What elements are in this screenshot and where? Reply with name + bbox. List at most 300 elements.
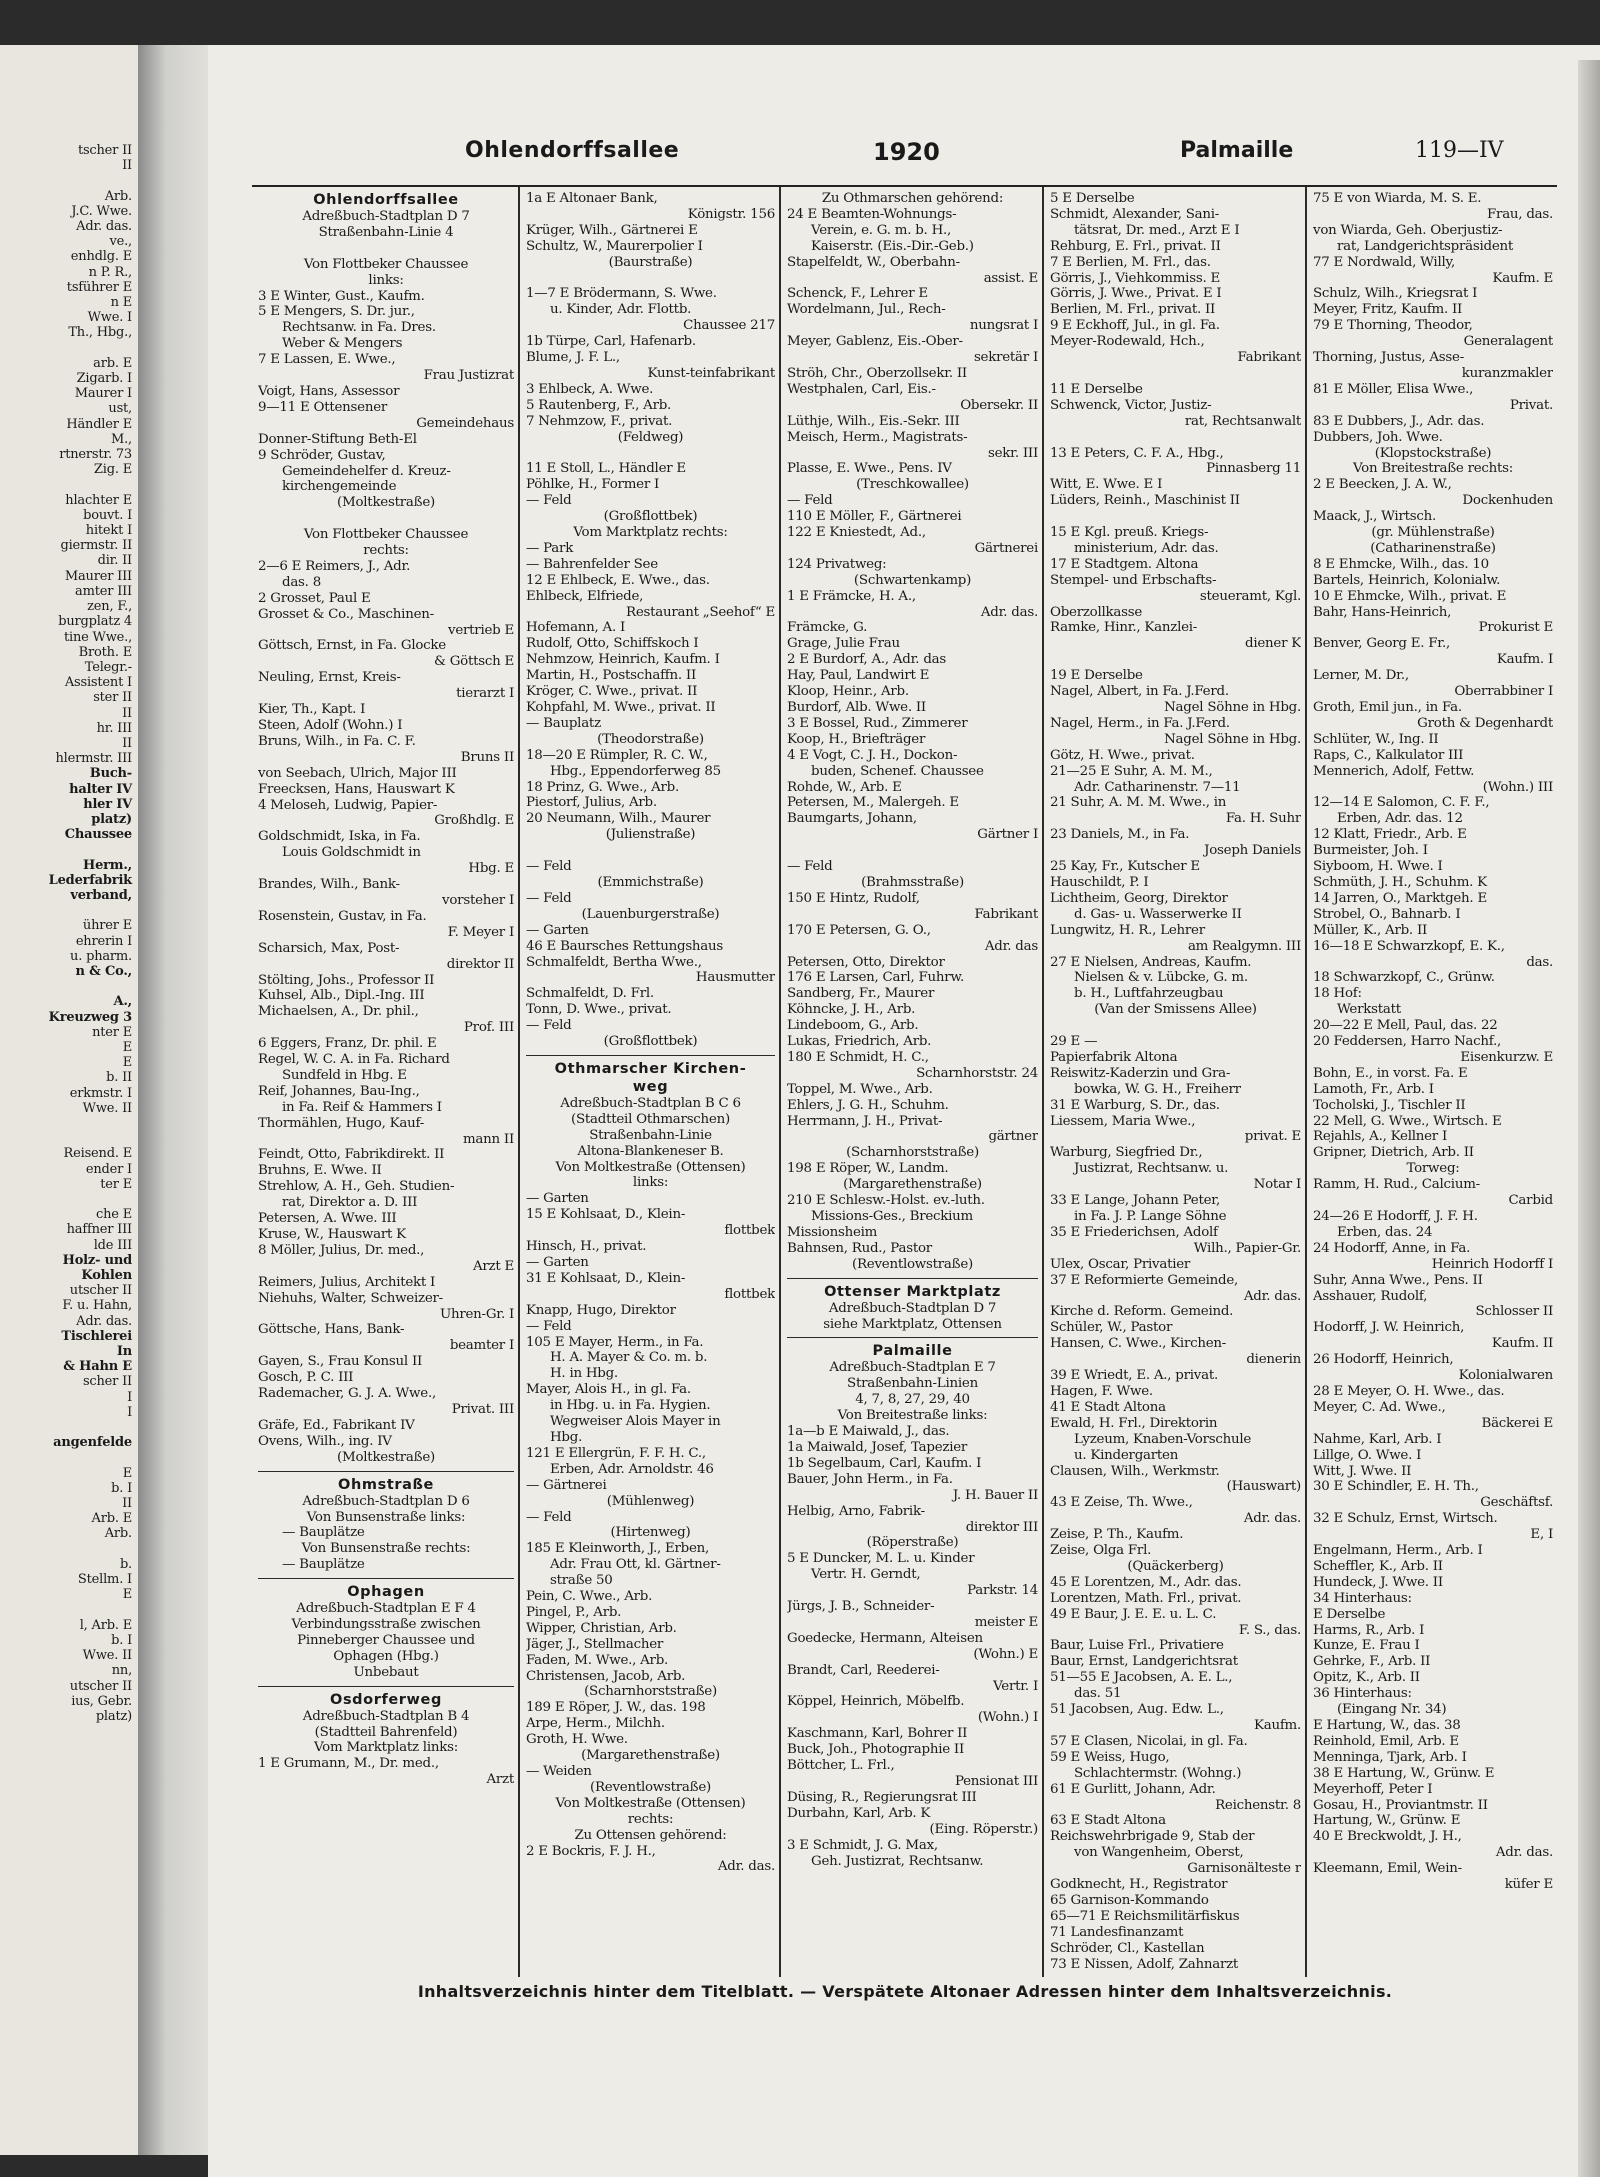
directory-entry: (Wohn.) I: [977, 1710, 1038, 1726]
directory-entry: Feindt, Otto, Fabrikdirekt. II: [258, 1147, 445, 1163]
directory-entry: 18—20 E Rümpler, R. C. W.,: [526, 747, 708, 763]
directory-entry: 8 E Ehmcke, Wilh., das. 10: [1313, 556, 1489, 572]
directory-entry: [258, 241, 514, 257]
directory-entry: Adreßbuch-Stadtplan E 7: [829, 1360, 996, 1376]
directory-entry: Rademacher, G. J. A. Wwe.,: [258, 1386, 436, 1402]
section-divider: [258, 1578, 514, 1579]
directory-entry: Dubbers, Joh. Wwe.: [1313, 429, 1443, 445]
left-page-line: In: [116, 1344, 132, 1360]
directory-entry: 9 E Eckhoff, Jul., in gl. Fa.: [1050, 318, 1220, 334]
directory-entry: (Stadtteil Othmarschen): [571, 1111, 730, 1127]
directory-entry: flottbek: [724, 1223, 775, 1239]
directory-entry: rechts:: [627, 1811, 674, 1827]
directory-entry: Lillge, O. Wwe. I: [1313, 1447, 1422, 1463]
directory-entry: 23 Daniels, M., in Fa.: [1050, 827, 1190, 843]
directory-entry: (Brahmsstraße): [861, 874, 964, 890]
directory-entry: in Hbg. u. in Fa. Hygien.: [550, 1398, 711, 1414]
directory-entry: Adreßbuch-Stadtplan D 7: [828, 1300, 997, 1316]
left-page-line: II: [122, 705, 132, 721]
directory-entry: Gärtnerei: [974, 540, 1038, 556]
directory-entry: Christensen, Jacob, Arb.: [526, 1668, 686, 1684]
directory-entry: Schlosser II: [1475, 1304, 1553, 1320]
directory-entry: 25 Kay, Fr., Kutscher E: [1050, 859, 1200, 875]
directory-entry: Kunst-teinfabrikant: [647, 365, 775, 381]
directory-entry: Frau, das.: [1487, 206, 1553, 222]
left-page-line: platz): [95, 1708, 132, 1724]
directory-entry: Adr. das: [984, 938, 1038, 954]
directory-entry: Chaussee 217: [683, 318, 775, 334]
directory-entry: (Hirtenweg): [610, 1525, 691, 1541]
directory-entry: Werkstatt: [1337, 1002, 1401, 1018]
directory-entry: 20—22 E Mell, Paul, das. 22: [1313, 1018, 1498, 1034]
directory-entry: Freecksen, Hans, Hauswart K: [258, 781, 455, 797]
directory-entry: Gärtner I: [977, 827, 1038, 843]
directory-entry: 28 E Meyer, O. H. Wwe., das.: [1313, 1383, 1505, 1399]
directory-entry: direktor III: [965, 1519, 1038, 1535]
directory-entry: (Van der Smissens Allee): [1094, 1002, 1257, 1018]
directory-entry: Grosset & Co., Maschinen-: [258, 606, 434, 622]
page-number: 119—IV: [1415, 138, 1504, 163]
directory-entry: 2 E Beecken, J. A. W.,: [1313, 477, 1452, 493]
directory-entry: 5 Rautenberg, F., Arb.: [526, 397, 672, 413]
directory-entry: Neuling, Ernst, Kreis-: [258, 670, 401, 686]
directory-entry: Menninga, Tjark, Arb. I: [1313, 1749, 1467, 1765]
directory-entry: Clausen, Wilh., Werkmstr.: [1050, 1463, 1220, 1479]
left-page-line: bouvt. I: [83, 507, 132, 523]
directory-entry: Kloop, Heinr., Arb.: [787, 684, 909, 700]
directory-entry: Zeise, Olga Frl.: [1050, 1543, 1152, 1559]
directory-entry: 24—26 E Hodorff, J. F. H.: [1313, 1209, 1478, 1224]
directory-entry: Adr. Catharinenstr. 7—11: [1074, 779, 1241, 795]
directory-entry: 46 E Baursches Rettungshaus: [526, 938, 724, 954]
directory-entry: 15 E Kgl. preuß. Kriegs-: [1050, 525, 1209, 541]
directory-entry: Bruhns, E. Wwe. II: [258, 1163, 382, 1179]
directory-entry: Buck, Joh., Photographie II: [787, 1742, 964, 1758]
left-page-line: Tischlerei: [61, 1328, 132, 1344]
directory-entry: Altona-Blankeneser B.: [577, 1143, 724, 1159]
left-page-line: ehrerin I: [75, 933, 132, 949]
directory-entry: Meyer-Rodewald, Hch.,: [1050, 334, 1205, 350]
left-page-line: Broth. E: [78, 644, 132, 660]
directory-entry: Papierfabrik Altona: [1050, 1049, 1178, 1065]
left-page-line: Assistent I: [64, 675, 132, 691]
left-page-line: dir. II: [97, 553, 132, 569]
left-page-line: utscher II: [69, 1678, 132, 1694]
directory-entry: 11 E Derselbe: [1050, 381, 1143, 397]
directory-entry: (Quäckerberg): [1127, 1558, 1224, 1574]
directory-entry: 11 E Stoll, L., Händler E: [526, 461, 686, 477]
directory-entry: Burmeister, Joh. I: [1313, 843, 1428, 859]
directory-entry: Witt, J. Wwe. II: [1313, 1463, 1412, 1479]
directory-entry: Sandberg, Fr., Maurer: [787, 986, 935, 1002]
directory-entry: 21 Suhr, A. M. M. Wwe., in: [1050, 795, 1227, 811]
directory-entry: 122 E Kniestedt, Ad.,: [787, 525, 926, 541]
directory-entry: (Emmichstraße): [597, 874, 704, 890]
directory-entry: 31 E Warburg, S. Dr., das.: [1050, 1097, 1220, 1113]
directory-entry: Köppel, Heinrich, Möbelfb.: [787, 1694, 965, 1710]
directory-entry: Königstr. 156: [687, 206, 775, 222]
directory-entry: Schmalfeldt, Bertha Wwe.,: [526, 954, 702, 970]
directory-entry: Kuhsel, Alb., Dipl.-Ing. III: [258, 988, 425, 1004]
directory-entry: dienerin: [1246, 1352, 1301, 1368]
directory-entry: Oberzollkasse: [1050, 604, 1143, 620]
directory-entry: Benver, Georg E. Fr.,: [1313, 636, 1451, 652]
directory-entry: Torweg:: [1406, 1161, 1460, 1177]
directory-entry: 20 Neumann, Wilh., Maurer: [526, 811, 711, 827]
left-page-line: haffner III: [66, 1222, 132, 1238]
directory-columns: [252, 185, 1557, 1977]
directory-entry: (Hauswart): [1226, 1479, 1301, 1495]
directory-entry: (Margarethenstraße): [843, 1177, 982, 1193]
left-page-line: tine Wwe.,: [63, 629, 132, 645]
directory-entry: Reiswitz-Kaderzin und Gra-: [1050, 1065, 1231, 1081]
directory-entry: Müller, K., Arb. II: [1313, 922, 1428, 938]
directory-entry: Stölting, Johs., Professor II: [258, 972, 435, 988]
directory-entry: 31 E Kohlsaat, D., Klein-: [526, 1270, 686, 1286]
left-page-line: erkmstr. I: [69, 1085, 132, 1101]
directory-entry: Hofemann, A. I: [526, 620, 626, 636]
directory-entry: Kolonialwaren: [1458, 1368, 1553, 1384]
directory-entry: Ophagen (Hbg.): [333, 1648, 439, 1664]
directory-entry: 1a—b E Maiwald, J., das.: [787, 1424, 950, 1440]
directory-entry: Reichenstr. 8: [1215, 1797, 1301, 1813]
directory-entry: Hausmutter: [695, 970, 775, 986]
directory-entry: Erben, Adr. das. 12: [1337, 811, 1463, 827]
directory-entry: Regel, W. C. A. in Fa. Richard: [258, 1052, 450, 1068]
directory-entry: Von Flottbeker Chaussee: [303, 256, 469, 272]
directory-entry: Reichswehrbrigade 9, Stab der: [1050, 1829, 1255, 1845]
directory-entry: Gayen, S., Frau Konsul II: [258, 1354, 423, 1370]
directory-entry: 40 E Breckwoldt, J. H.,: [1313, 1829, 1462, 1845]
directory-entry: Schmalfeldt, D. Frl.: [526, 986, 654, 1002]
directory-entry: Bruns, Wilh., in Fa. C. F.: [258, 733, 416, 749]
directory-entry: 8 Möller, Julius, Dr. med.,: [258, 1242, 425, 1258]
directory-entry: Geh. Justizrat, Rechtsanw.: [811, 1853, 984, 1869]
left-page-line: arb. E: [93, 355, 132, 371]
directory-entry: Schultz, W., Maurerpolier I: [526, 238, 703, 254]
directory-entry: Helbig, Arno, Fabrik-: [787, 1503, 925, 1519]
left-page-line: Maurer I: [74, 386, 132, 402]
left-page-line: halter IV: [69, 781, 132, 797]
street-heading: Othmarscher Kirchen-: [554, 1060, 747, 1077]
directory-entry: Bruns II: [460, 749, 514, 765]
directory-entry: b. H., Luftfahrzeugbau: [1074, 986, 1224, 1002]
directory-entry: [1050, 366, 1301, 382]
directory-entry: 37 E Reformierte Gemeinde,: [1050, 1272, 1239, 1288]
directory-entry: Siyboom, H. Wwe. I: [1313, 859, 1443, 875]
directory-entry: 7 E Berlien, M. Frl., das.: [1050, 254, 1211, 270]
directory-entry: Jäger, J., Stellmacher: [526, 1636, 664, 1652]
directory-entry: Grage, Julie Frau: [787, 636, 900, 652]
left-page-line: I: [127, 1389, 132, 1405]
directory-entry: Jürgs, J. B., Schneider-: [787, 1599, 935, 1615]
left-page-line: zen, F.,: [87, 599, 132, 615]
directory-entry: [1050, 509, 1301, 525]
directory-entry: 12 Klatt, Friedr., Arb. E: [1313, 827, 1467, 843]
directory-entry: Meyer, Gablenz, Eis.-Ober-: [787, 334, 963, 350]
directory-entry: [526, 843, 775, 859]
header-right-street: Palmaille: [1180, 138, 1294, 163]
directory-entry: [258, 511, 514, 527]
directory-entry: (Reventlowstraße): [851, 1256, 973, 1272]
directory-entry: 34 Hinterhaus:: [1313, 1590, 1412, 1606]
directory-entry: Göttsche, Hans, Bank-: [258, 1322, 405, 1338]
directory-entry: Von Flottbeker Chaussee: [303, 527, 469, 543]
left-page-line: burgplatz 4: [58, 614, 132, 630]
directory-entry: (Großflottbek): [603, 509, 698, 525]
directory-entry: Zu Ottensen gehörend:: [574, 1827, 727, 1843]
directory-entry: 3 Ehlbeck, A. Wwe.: [526, 381, 654, 397]
left-page-line: & Hahn E: [63, 1359, 132, 1375]
left-page-line: Kohlen: [81, 1268, 132, 1284]
directory-entry: Zeise, P. Th., Kaufm.: [1050, 1527, 1184, 1543]
directory-entry: 77 E Nordwald, Willy,: [1313, 254, 1456, 270]
left-page-line: [0, 341, 138, 356]
directory-entry: Von Moltkestraße (Ottensen): [555, 1159, 746, 1175]
directory-entry: 105 E Mayer, Herm., in Fa.: [526, 1334, 704, 1350]
directory-entry: Uhren-Gr. I: [439, 1306, 514, 1322]
directory-entry: Kohpfahl, M. Wwe., privat. II: [526, 700, 716, 715]
directory-entry: 18 Schwarzkopf, C., Grünw.: [1313, 970, 1495, 986]
directory-entry: Hbg., Eppendorferweg 85: [550, 763, 721, 779]
directory-entry: Kleemann, Emil, Wein-: [1313, 1861, 1462, 1877]
directory-entry: 26 Hodorff, Heinrich,: [1313, 1352, 1454, 1368]
directory-entry: vertrieb E: [448, 622, 514, 638]
directory-entry: Bohn, E., in vorst. Fa. E: [1313, 1065, 1468, 1081]
directory-entry: 29 E —: [1050, 1034, 1098, 1050]
directory-entry: 43 E Zeise, Th. Wwe.,: [1050, 1495, 1193, 1511]
directory-entry: 124 Privatweg:: [787, 556, 887, 572]
left-page-line: [0, 1603, 138, 1618]
directory-entry: Adreßbuch-Stadtplan B C 6: [560, 1095, 741, 1111]
directory-entry: 51 Jacobsen, Aug. Edw. L.,: [1050, 1702, 1224, 1718]
directory-entry: Hauschildt, P. I: [1050, 874, 1149, 890]
directory-entry: Nagel Söhne in Hbg.: [1164, 700, 1301, 715]
directory-entry: Fabrikant: [1237, 350, 1301, 366]
street-heading: weg: [632, 1078, 669, 1095]
left-page-line: b. I: [111, 1632, 132, 1648]
left-page-line: Chaussee: [64, 827, 132, 843]
directory-entry: vorsteher I: [442, 892, 514, 908]
directory-entry: 2 E Burdorf, A., Adr. das: [787, 652, 947, 668]
directory-entry: Fabrikant: [974, 906, 1038, 922]
left-page-line: II: [122, 158, 132, 174]
directory-entry: (Scharnhorststraße): [584, 1684, 717, 1700]
directory-entry: links:: [632, 1175, 669, 1191]
directory-entry: Groth, Emil jun., in Fa.: [1313, 700, 1462, 715]
directory-entry: 19 E Derselbe: [1050, 668, 1143, 684]
directory-entry: Gehrke, F., Arb. II: [1313, 1654, 1431, 1670]
directory-entry: Obersekr. II: [960, 397, 1038, 413]
directory-entry: Göttsch, Ernst, in Fa. Glocke: [258, 638, 446, 654]
directory-entry: 4 Meloseh, Ludwig, Papier-: [258, 797, 438, 813]
directory-entry: Hodorff, J. W. Heinrich,: [1313, 1320, 1465, 1336]
directory-entry: F. Meyer I: [447, 924, 514, 940]
directory-entry: beamter I: [449, 1338, 514, 1354]
left-page-line: II: [122, 735, 132, 751]
directory-entry: Hansen, C. Wwe., Kirchen-: [1050, 1336, 1227, 1352]
left-page-line: Th., Hbg.,: [68, 325, 132, 341]
left-page-fragment: [0, 45, 141, 2155]
directory-entry: (Eing. Röperstr.): [929, 1821, 1038, 1837]
directory-entry: (Moltkestraße): [337, 495, 435, 511]
directory-entry: Hagen, F. Wwe.: [1050, 1383, 1153, 1399]
directory-entry: Thormählen, Hugo, Kauf-: [258, 1115, 424, 1131]
directory-entry: rat, Rechtsanwalt: [1184, 413, 1301, 429]
directory-entry: Kunze, E. Frau I: [1313, 1638, 1420, 1654]
directory-entry: Berlien, M. Frl., privat. II: [1050, 302, 1216, 318]
directory-entry: Missions-Ges., Breckium: [811, 1209, 973, 1224]
directory-entry: — Feld: [526, 1018, 572, 1034]
directory-entry: Adreßbuch-Stadtplan B 4: [302, 1708, 470, 1724]
directory-entry: Schüler, W., Pastor: [1050, 1320, 1173, 1336]
directory-entry: Meisch, Herm., Magistrats-: [787, 429, 968, 445]
left-page-line: [0, 173, 138, 188]
directory-entry: Groth & Degenhardt: [1417, 715, 1553, 731]
directory-entry: Adr. das.: [1495, 1845, 1553, 1861]
directory-entry: Götz, H. Wwe., privat.: [1050, 747, 1195, 763]
directory-entry: Schenck, F., Lehrer E: [787, 286, 928, 302]
directory-entry: Bauer, John Herm., in Fa.: [787, 1471, 953, 1487]
directory-entry: 17 E Stadtgem. Altona: [1050, 556, 1199, 572]
left-page-line: Telegr.-: [84, 659, 132, 675]
left-page-line: tscher II: [77, 143, 132, 158]
directory-entry: Lamoth, Fr., Arb. I: [1313, 1081, 1434, 1097]
directory-entry: Lukas, Friedrich, Arb.: [787, 1034, 932, 1050]
directory-entry: Notar I: [1253, 1177, 1301, 1193]
directory-entry: Meyerhoff, Peter I: [1313, 1781, 1433, 1797]
left-page-line: Adr. das.: [76, 219, 132, 235]
left-page-line: scher II: [82, 1374, 132, 1390]
directory-entry: Groth, H. Wwe.: [526, 1732, 628, 1748]
directory-entry: Unbebaut: [353, 1664, 419, 1680]
directory-entry: Ramke, Hinr., Kanzlei-: [1050, 620, 1198, 636]
directory-entry: Lerner, M. Dr.,: [1313, 668, 1409, 684]
directory-entry: — Bauplätze: [282, 1557, 365, 1573]
directory-entry: Reinhold, Emil, Arb. E: [1313, 1733, 1459, 1749]
directory-entry: Justizrat, Rechtsanw. u.: [1074, 1161, 1229, 1177]
directory-entry: Adr. das.: [1243, 1511, 1301, 1527]
left-page-line: E: [122, 1039, 132, 1055]
book-gutter: [138, 45, 208, 2155]
directory-entry: 176 E Larsen, Carl, Fuhrw.: [787, 970, 965, 986]
directory-entry: Hinsch, H., privat.: [526, 1239, 647, 1255]
directory-entry: 22 Mell, G. Wwe., Wirtsch. E: [1313, 1113, 1502, 1129]
directory-entry: 63 E Stadt Altona: [1050, 1813, 1166, 1829]
directory-entry: E, I: [1530, 1527, 1553, 1543]
directory-entry: 33 E Lange, Johann Peter,: [1050, 1193, 1220, 1209]
directory-entry: Sundfeld in Hbg. E: [282, 1067, 407, 1083]
directory-entry: Parkstr. 14: [967, 1583, 1038, 1599]
left-page-line: J.C. Wwe.: [71, 203, 132, 219]
left-page-line: lde III: [93, 1237, 132, 1253]
directory-entry: — Feld: [787, 493, 833, 509]
left-page-line: nter E: [92, 1024, 132, 1040]
directory-entry: [1050, 652, 1301, 668]
page-header: [255, 138, 1555, 178]
left-page-line: M.,: [111, 431, 132, 447]
directory-entry: Generalagent: [1463, 334, 1553, 350]
directory-entry: rat, Direktor a. D. III: [282, 1195, 418, 1211]
directory-entry: Rehburg, E. Frl., privat. II: [1050, 238, 1221, 254]
directory-entry: Petersen, Otto, Direktor: [787, 954, 945, 970]
left-page-line: hr. III: [96, 720, 132, 736]
left-page-line: nn,: [111, 1663, 132, 1679]
left-page-line: Zig. E: [93, 462, 132, 478]
directory-entry: Rosenstein, Gustav, in Fa.: [258, 908, 427, 924]
directory-entry: Kruse, W., Hauswart K: [258, 1227, 406, 1242]
directory-entry: [1050, 430, 1301, 446]
directory-entry: Burdorf, Alb. Wwe. II: [787, 700, 926, 715]
directory-entry: in Fa. Reif & Hammers I: [282, 1099, 442, 1115]
directory-entry: Knapp, Hugo, Direktor: [526, 1302, 676, 1318]
left-page-line: [0, 979, 138, 994]
directory-entry: 1a Maiwald, Josef, Tapezier: [787, 1439, 968, 1455]
directory-entry: Arpe, Herm., Milchh.: [526, 1716, 665, 1732]
directory-entry: tätsrat, Dr. med., Arzt E I: [1074, 222, 1240, 238]
directory-entry: Frau Justizrat: [423, 368, 514, 384]
left-page-line: I: [127, 1404, 132, 1420]
directory-entry: von Wiarda, Geh. Oberjustiz-: [1313, 222, 1503, 238]
directory-entry: Meyer, C. Ad. Wwe.,: [1313, 1399, 1446, 1415]
directory-entry: Adreßbuch-Stadtplan D 7: [302, 209, 470, 224]
directory-entry: Nagel, Albert, in Fa. J.Ferd.: [1050, 684, 1229, 700]
left-page-line: Herm.,: [82, 857, 132, 873]
directory-entry: Adreßbuch-Stadtplan E F 4: [296, 1601, 476, 1617]
left-page-line: b.: [119, 1556, 132, 1572]
directory-entry: Garnisonälteste r: [1187, 1861, 1301, 1877]
directory-entry: Kröger, C. Wwe., privat. II: [526, 684, 698, 700]
directory-entry: (Catharinenstraße): [1370, 540, 1496, 556]
directory-entry: 1a E Altonaer Bank,: [526, 191, 658, 206]
directory-entry: Thorning, Justus, Asse-: [1313, 350, 1465, 366]
directory-entry: Von Breitestraße rechts:: [1352, 461, 1514, 477]
left-page-line: Kreuzweg 3: [48, 1009, 132, 1025]
directory-entry: [526, 271, 775, 287]
directory-entry: Rechtsanw. in Fa. Dres.: [282, 320, 436, 336]
directory-entry: 20 Feddersen, Harro Nachf.,: [1313, 1034, 1502, 1050]
directory-entry: (Lauenburgerstraße): [581, 906, 720, 922]
directory-entry: Pinneberger Chaussee und: [297, 1632, 475, 1648]
directory-entry: Rudolf, Otto, Schiffskoch I: [526, 636, 699, 652]
directory-entry: (Eingang Nr. 34): [1337, 1702, 1447, 1718]
directory-entry: Pöhlke, H., Former I: [526, 477, 660, 493]
directory-entry: Rejahls, A., Kellner I: [1313, 1129, 1448, 1145]
directory-entry: Kaufm. II: [1491, 1336, 1553, 1352]
directory-entry: Pensionat III: [954, 1774, 1038, 1789]
left-page-line: platz): [91, 811, 132, 827]
directory-entry: Kaufm.: [1253, 1718, 1301, 1733]
directory-entry: Meyer, Fritz, Kaufm. II: [1313, 302, 1463, 318]
left-page-line: Lederfabrik: [48, 872, 132, 888]
directory-entry: 30 E Schindler, E. H. Th.,: [1313, 1479, 1479, 1495]
directory-entry: Nahme, Karl, Arb. I: [1313, 1431, 1442, 1447]
left-page-line: b. I: [111, 1480, 132, 1496]
directory-entry: Baumgarts, Johann,: [787, 811, 917, 827]
directory-entry: Kaufm. E: [1492, 270, 1553, 286]
directory-entry: 12 E Ehlbeck, E. Wwe., das.: [526, 572, 710, 588]
directory-entry: Hbg. E: [468, 861, 514, 877]
directory-entry: Godknecht, H., Registrator: [1050, 1877, 1228, 1893]
directory-entry: Adreßbuch-Stadtplan D 6: [302, 1493, 470, 1509]
directory-entry: (Klopstockstraße): [1374, 445, 1492, 461]
directory-entry: Ramm, H. Rud., Calcium-: [1313, 1177, 1480, 1193]
directory-entry: ministerium, Adr. das.: [1074, 540, 1219, 556]
left-page-line: n & Co.,: [75, 963, 132, 979]
left-page-line: hler IV: [83, 796, 132, 812]
header-year: 1920: [873, 138, 940, 166]
directory-entry: Kaufm. I: [1496, 652, 1553, 668]
